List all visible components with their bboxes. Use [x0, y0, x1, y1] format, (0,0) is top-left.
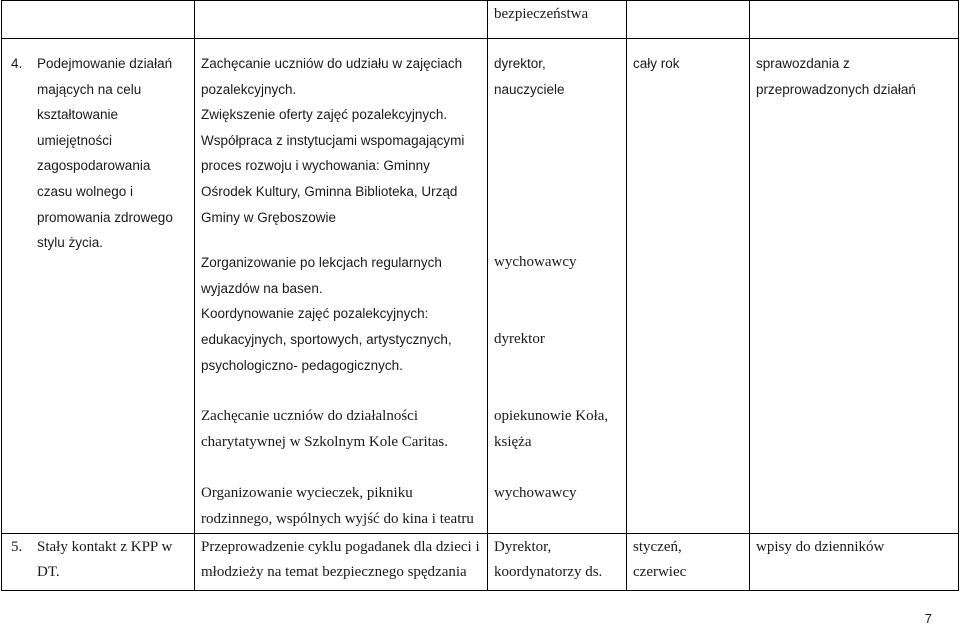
term-line: cały rok	[633, 56, 680, 71]
task-line: Zachęcanie uczniów do działalności	[201, 408, 418, 425]
term-line: czerwiec	[633, 564, 687, 581]
task-line: Zwiększenie oferty zajęć pozalekcyjnych.	[201, 107, 448, 123]
cell-evidence	[750, 533, 959, 590]
page-number: 7	[924, 611, 932, 626]
cell-tasks	[195, 39, 488, 534]
task-line: charytatywnej w Szkolnym Kole Caritas.	[201, 433, 449, 450]
table-row-5	[2, 533, 959, 590]
responsible-line: dyrektor,	[494, 56, 546, 71]
task-line: Zachęcanie uczniów do udziału w zajęciach	[201, 56, 463, 71]
task-line: rodzinnego, wspólnych wyjść do kina i teatru	[201, 510, 474, 527]
cell-term	[627, 39, 750, 534]
cell-responsible	[488, 39, 627, 534]
cell-text: bezpieczeństwa	[494, 6, 589, 22]
responsible-line: dyrektor	[494, 330, 545, 347]
row-number: 4.	[11, 56, 23, 71]
responsible-line: księża	[494, 433, 532, 450]
cell-empty	[750, 1, 959, 39]
goal-line: stylu życia.	[37, 235, 104, 251]
cell-responsible	[488, 533, 627, 590]
goal-line: umiejętności	[37, 132, 113, 148]
term-line: styczeń,	[633, 538, 682, 555]
responsible-line: koordynatorzy ds.	[494, 564, 603, 581]
responsible-line: Dyrektor,	[494, 538, 552, 555]
cell-term	[627, 533, 750, 590]
task-line: pozalekcyjnych.	[201, 81, 297, 97]
goal-line: zagospodarowania	[37, 158, 151, 174]
goal-line: kształtowanie	[37, 107, 119, 123]
goal-line: mających na celu	[37, 81, 142, 97]
task-line: Zorganizowanie po lekcjach regularnych	[201, 255, 442, 271]
row-number: 5.	[11, 538, 23, 555]
cell-tasks	[195, 533, 488, 590]
cell-empty	[2, 1, 195, 39]
task-line: wyjazdów na basen.	[201, 280, 323, 296]
goal-line: DT.	[37, 564, 60, 581]
task-line: psychologiczno- pedagogicznych.	[201, 357, 403, 373]
responsible-line: wychowawcy	[494, 254, 577, 271]
task-line: proces rozwoju i wychowania: Gminny	[201, 158, 430, 174]
evidence-line: wpisy do dzienników	[756, 538, 885, 555]
task-line: edukacyjnych, sportowych, artystycznych,	[201, 331, 452, 347]
responsible-line: nauczyciele	[494, 81, 565, 97]
task-line: Koordynowanie zajęć pozalekcyjnych:	[201, 306, 429, 322]
table-row-continuation	[2, 1, 959, 39]
goal-line: Podejmowanie działań	[37, 56, 173, 71]
cell-empty	[195, 1, 488, 39]
plan-table	[1, 0, 959, 591]
table-row-4	[2, 39, 959, 534]
responsible-line: opiekunowie Koła,	[494, 408, 609, 425]
goal-line: promowania zdrowego	[37, 209, 173, 225]
goal-line: czasu wolnego i	[37, 183, 134, 199]
cell-responsible	[488, 1, 627, 39]
evidence-line: sprawozdania z	[756, 56, 850, 71]
cell-goal	[2, 533, 195, 590]
task-line: Współpraca z instytucjami wspomagającymi	[201, 132, 465, 148]
task-line: Przeprowadzenie cyklu pogadanek dla dzieci i	[201, 538, 480, 555]
cell-goal	[2, 39, 195, 534]
task-line: młodzieży na temat bezpiecznego spędzania	[201, 564, 467, 581]
evidence-line: przeprowadzonych działań	[756, 81, 916, 97]
task-line: Gminy w Gręboszowie	[201, 209, 337, 225]
task-line: Ośrodek Kultury, Gminna Biblioteka, Urząd	[201, 183, 458, 199]
task-line: Organizowanie wycieczek, pikniku	[201, 485, 413, 502]
cell-evidence	[750, 39, 959, 534]
cell-empty	[627, 1, 750, 39]
goal-line: Stały kontakt z KPP w	[37, 538, 173, 555]
responsible-line: wychowawcy	[494, 485, 577, 502]
